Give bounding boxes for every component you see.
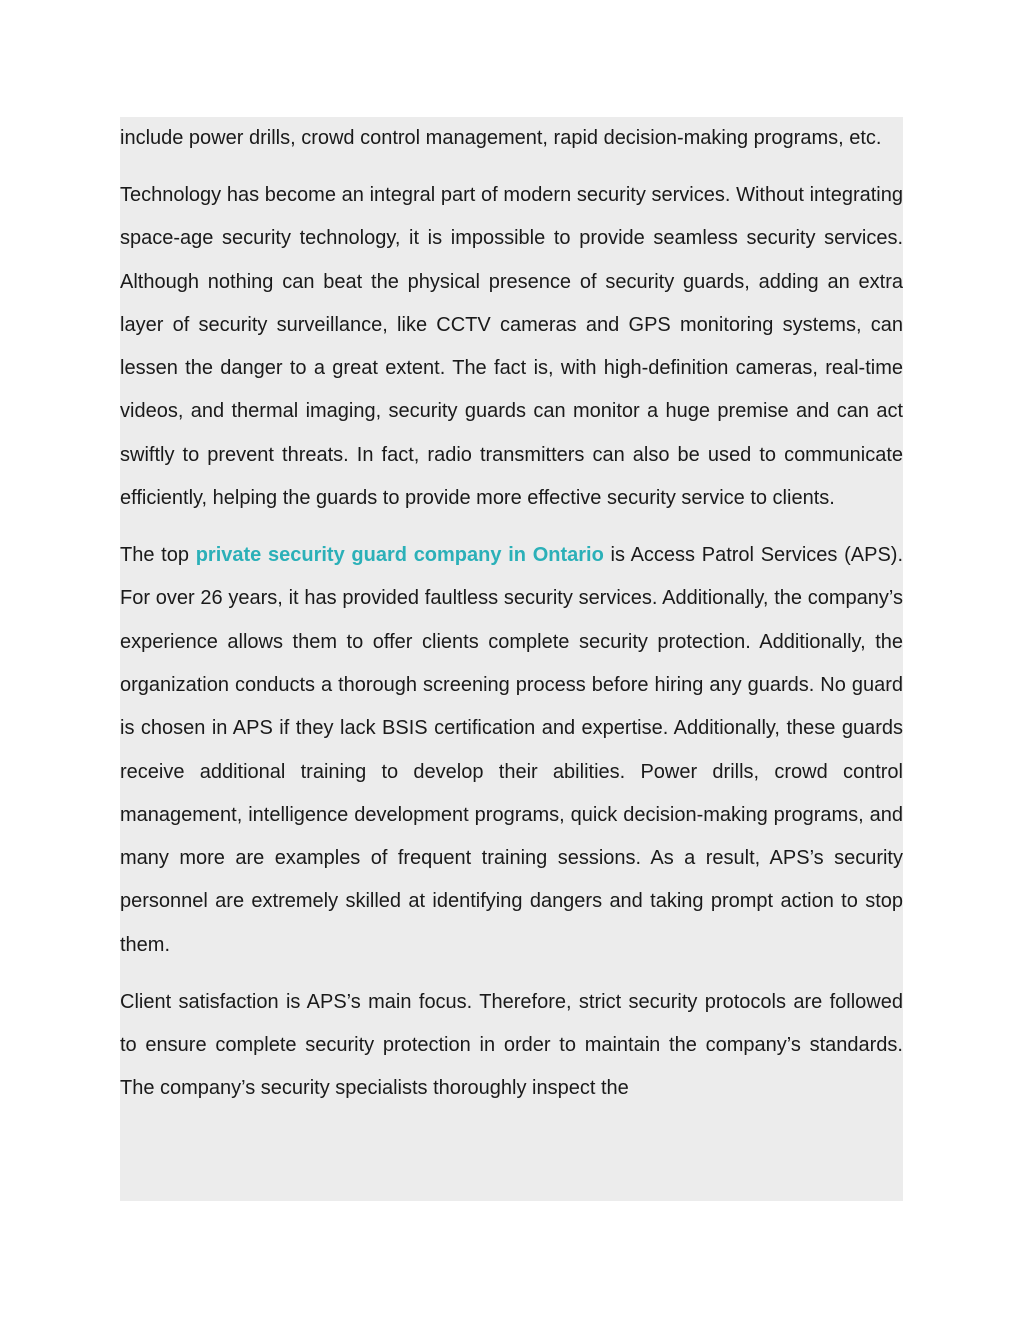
paragraph-aps-intro — [120, 534, 903, 967]
paragraph-client-satisfaction: Client satisfaction is APS’s main focus. Therefore, strict security protocols are followed to ensure complete security protection in order to maintain the company’s standards. The company’s security specialists thoroughly inspect the — [120, 990, 903, 1100]
paragraph-aps-intro-lead: The top — [120, 544, 196, 567]
private-security-guard-link[interactable]: private security guard company in Ontario — [195, 544, 604, 567]
paragraph-aps-intro-body: is Access Patrol Services (APS). For over 26 years, it has provided faultless security services. Additionally, the company’s experience allows them to offer clients complete security protection. Additionally, the organization conducts a thorough screening process before hiring any guards. No guard is chosen in APS if they lack BSIS certification and expertise. Additionally, these guards receive additional training to develop their abilities. Power drills, crowd control management, intelligence development programs, quick decision-making programs, and many more are examples of frequent training sessions. As a result, APS’s security personnel are extremely skilled at identifying dangers and taking prompt action to stop them. — [120, 544, 904, 956]
paragraph-technology: Technology has become an integral part of modern security services. Without integrating space-age security technology, it is impossible to provide seamless security services. Although nothing can beat the physical presence of security guards, adding an extra layer of security surveillance, like CCTV cameras and GPS monitoring systems, can lessen the danger to a great extent. The fact is, with high-definition cameras, real-time videos, and thermal imaging, security guards can monitor a huge premise and can act swiftly to prevent threats. In fact, radio transmitters can also be used to communicate efficiently, helping the guards to provide more effective security service to clients. — [120, 183, 903, 510]
paragraph-training-continuation: include power drills, crowd control management, rapid decision-making programs, etc. — [120, 127, 882, 149]
document-text-block — [120, 117, 903, 1201]
